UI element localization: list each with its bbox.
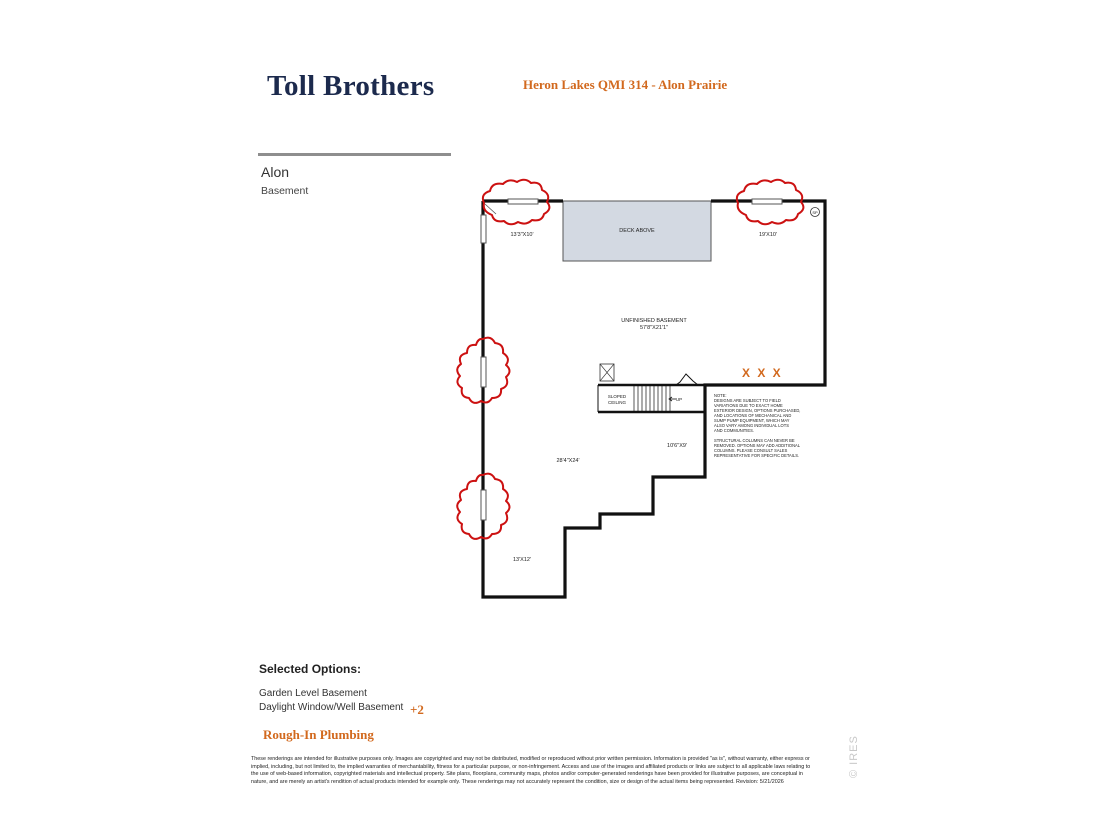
unfinished-basement-size: 57'8"X21'1": [639, 325, 669, 331]
room-ne-size: 19'X10': [758, 232, 778, 238]
stairs-up-label: UP: [675, 397, 683, 402]
sloped-ceiling-line1: SLOPED: [607, 394, 627, 399]
svg-text:STRUCTURAL COLUMNS CAN NEVER B: STRUCTURAL COLUMNS CAN NEVER BE: [714, 438, 795, 443]
svg-text:VARIATIONS DUE TO EXACT HOME: VARIATIONS DUE TO EXACT HOME: [714, 403, 783, 408]
unfinished-basement-title: UNFINISHED BASEMENT: [621, 318, 687, 324]
svg-text:REPRESENTATIVE FOR SPECIFIC DE: REPRESENTATIVE FOR SPECIFIC DETAILS.: [714, 453, 800, 458]
floor-level: Basement: [261, 185, 309, 197]
room-right-size: 10'6"X9': [667, 443, 687, 449]
svg-text:EXTERIOR DESIGN, OPTIONS PURCH: EXTERIOR DESIGN, OPTIONS PURCHASED,: [714, 408, 801, 413]
plan-note: [714, 393, 801, 458]
svg-text:DESIGNS ARE SUBJECT TO FIELD: DESIGNS ARE SUBJECT TO FIELD: [714, 398, 781, 403]
svg-text:ALSO VARY AMONG INDIVIDUAL LOT: ALSO VARY AMONG INDIVIDUAL LOTS: [714, 423, 789, 428]
deck-above-label: DECK ABOVE: [619, 228, 655, 234]
option-item: Daylight Window/Well Basement: [259, 702, 404, 713]
brand-logo: Toll Brothers: [267, 70, 435, 102]
extra-options-markup: +2: [410, 702, 424, 717]
room-nw-size: 13'3"X10': [510, 232, 534, 238]
sloped-ceiling-line2: CEILING: [607, 400, 627, 405]
sump-pump-label: SP: [812, 210, 818, 215]
option-item: Garden Level Basement: [259, 688, 367, 699]
svg-text:AND COMMUNITIES.: AND COMMUNITIES.: [714, 428, 755, 433]
svg-text:SUMP PUMP EQUIPMENT, WHICH MAY: SUMP PUMP EQUIPMENT, WHICH MAY: [714, 418, 790, 423]
model-name: Alon: [261, 164, 290, 180]
svg-text:NOTE:: NOTE:: [714, 393, 727, 398]
svg-text:COLUMNS. PLEASE CONSULT SALES: COLUMNS. PLEASE CONSULT SALES: [714, 448, 788, 453]
room-sw-size: 13'X12': [512, 557, 532, 563]
listing-title: Heron Lakes QMI 314 - Alon Prairie: [523, 77, 728, 92]
plumbing-markup: X X X: [742, 366, 783, 380]
svg-text:REMOVED. OPTIONS MAY ADD ADDIT: REMOVED. OPTIONS MAY ADD ADDITIONAL: [714, 443, 801, 448]
selected-options-title: Selected Options:: [259, 662, 362, 676]
mechanical-box: [600, 364, 614, 381]
watermark: © IRES: [848, 735, 860, 778]
room-center-size: 28'4"X24': [556, 458, 580, 464]
disclaimer-text: These renderings are intended for illustrative purposes only. Images are copyrighted and may not be distributed, modified or reproduced without prior written permission. Information is provided "as is", without warranty, either express or implied, including, but not limited to, the implied warranties of merchantability, fitness for a particular purpose, or non-infringement. Access and use of the images and affiliated products or links are subject to all applicable laws relating to the use of web-based information, copyrighted materials and intellectual property. Site plans, floorplans, community maps, photos and/or computer-generated renderings have been provided for illustrative purposes, are conceptual in nature, and are merely an artist's rendition of actual products intended for example only. These renderings may not accurately represent the condition, size or design of the actual items being represented. Revision: 5/21/2026: [251, 756, 811, 786]
rough-in-plumbing-markup: Rough-In Plumbing: [263, 727, 374, 742]
svg-text:AND LOCATIONS OF MECHANICAL AN: AND LOCATIONS OF MECHANICAL AND: [714, 413, 792, 418]
